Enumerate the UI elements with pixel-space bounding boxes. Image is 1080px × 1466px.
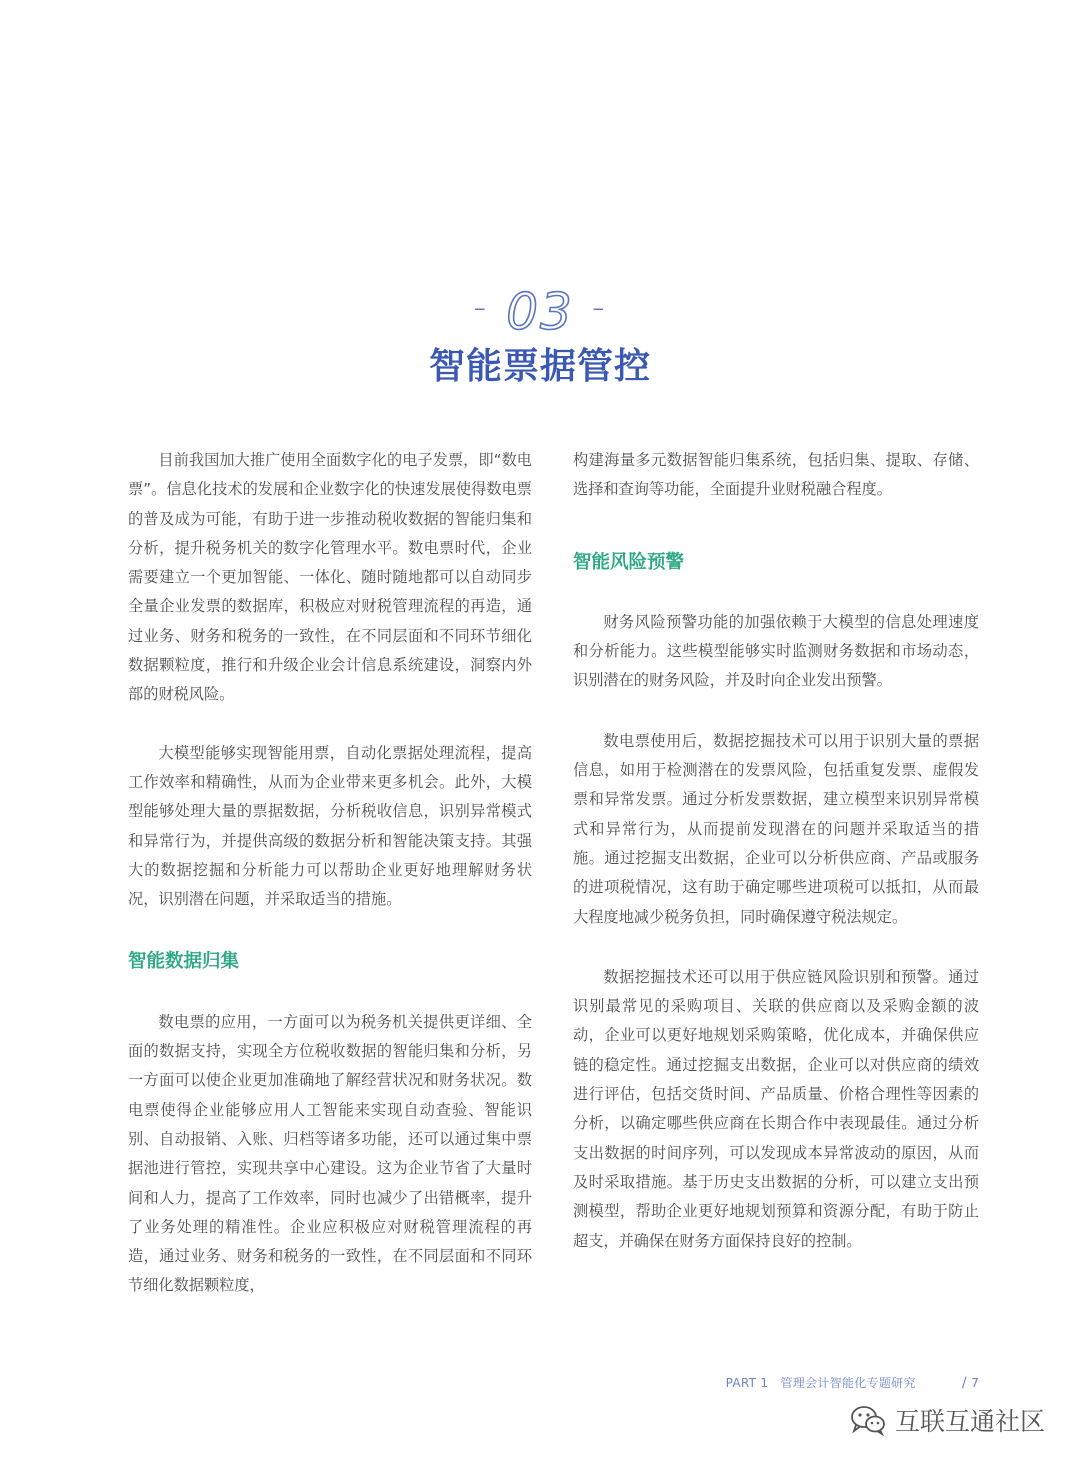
footer-slash: / [961, 1375, 967, 1391]
paragraph-large-model: 大模型能够实现智能用票，自动化票据处理流程，提高工作效率和精确性，从而为企业带来更多机会。此外，大模型能够处理大量的票据数据，分析税收信息，识别异常模式和异常行为，并提供高级的数据分析和智能决策支持。其强大的数据挖掘和分析能力可以帮助企业更好地理解财务状况，识别潜在问题，并采取适当的措施。 [128, 743, 532, 909]
wechat-icon [849, 1404, 887, 1436]
paragraph-intro: 目前我国加大推广使用全面数字化的电子发票，即“数电票”。信息化技术的发展和企业数字化的快速发展使得数电票的普及成为可能，有助于进一步推动税收数据的智能归集和分析，提升税务机关的数字化管理水平。数电票时代，企业需要建立一个更加智能、一体化、随时随地都可以自动同步全量企业发票的数据库，积极应对财税管理流程的再造，通过业务、财务和税务的一致性，在不同层面和不同环节细化数据颗粒度，推行和升级企业会计信息系统建设，洞察内外部的财税风险。 [128, 451, 532, 704]
section-number [0, 283, 1080, 341]
section-title: 智能票据管控 [428, 346, 651, 387]
watermark [849, 1402, 1045, 1438]
paragraph-risk-warning: 财务风险预警功能的加强依赖于大模型的信息处理速度和分析能力。这些模型能够实时监测财务数据和市场动态，识别潜在的财务风险，并及时向企业发出预警。 [573, 612, 979, 690]
footer-title: 管理会计智能化专题研究 [780, 1376, 916, 1390]
section-number-text: 03 [506, 283, 574, 341]
paragraph-data-collection: 数电票的应用，一方面可以为税务机关提供更详细、全面的数据支持，实现全方位税收数据的智能归集和分析，另一方面可以使企业更加准确地了解经营状况和财务状况。数电票使得企业能够应用人工智能来实现自动查验、智能识别、自动报销、入账、归档等诸多功能，还可以通过集中票据池进行管控，实现共享中心建设。这为企业节省了大量时间和人力，提高了工作效率，同时也减少了出错概率，提升了业务处理的精准性。企业应积极应对财税管理流程的再造，通过业务、财务和税务的一致性，在不同层面和不同环节细化数据颗粒度， [128, 1012, 532, 1295]
heading-data-collection: 智能数据归集 [128, 951, 240, 973]
paragraph-supply-chain: 数据挖掘技术还可以用于供应链风险识别和预警。通过识别最常见的采购项目、关联的供应商以及采购金额的波动，企业可以更好地规划采购策略，优化成本，并确保供应链的稳定性。通过挖掘支出数据，企业可以对供应商的绩效进行评估，包括交货时间、产品质量、价格合理性等因素的分析，以确定哪些供应商在长期合作中表现最佳。通过分析支出数据的时间序列，可以发现成本异常波动的原因，从而及时采取措施。基于历史支出数据的分析，可以建立支出预测模型，帮助企业更好地规划预算和资源分配，有助于防止超支，并确保在财务方面保持良好的控制。 [573, 967, 979, 1250]
dash-right: - [591, 287, 607, 328]
watermark-text: 互联互通社区 [894, 1407, 1045, 1436]
paragraph-invoice-mining: 数电票使用后，数据挖掘技术可以用于识别大量的票据信息，如用于检测潜在的发票风险，包括重复发票、虚假发票和异常发票。通过分析发票数据，建立模型来识别异常模式和异常行为，从而提前发现潜在的问题并采取适当的措施。通过挖掘支出数据，企业可以分析供应商、产品或服务的进项税情况，这有助于确定哪些进项税可以抵扣，从而最大程度地减少税务负担，同时确保遵守税法规定。 [573, 731, 979, 926]
paragraph-continued: 构建海量多元数据智能归集系统，包括归集、提取、存储、选择和查询等功能，全面提升业财税融合程度。 [573, 451, 979, 499]
dash-left: - [473, 287, 489, 328]
page-footer [726, 1374, 979, 1391]
heading-risk-warning: 智能风险预警 [573, 551, 685, 573]
right-column [573, 446, 979, 1256]
page-number: 7 [971, 1376, 979, 1390]
left-column [128, 446, 532, 1301]
footer-part: PART 1 [725, 1376, 769, 1390]
